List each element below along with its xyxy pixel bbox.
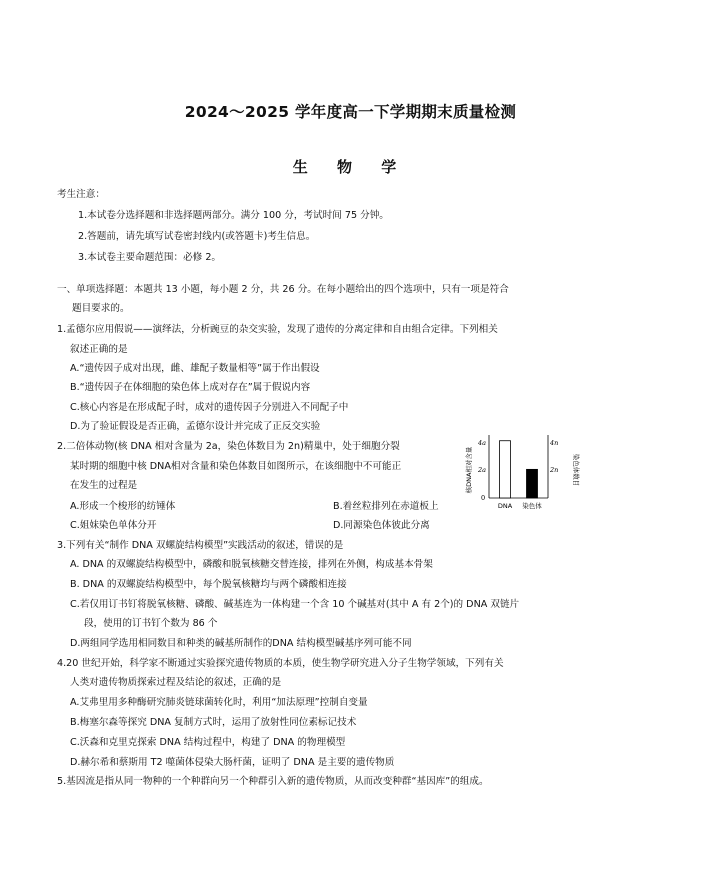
chart-bar-dna bbox=[500, 441, 511, 498]
q1-stem: 1.孟德尔应用假说——演绎法，分析豌豆的杂交实验，发现了遗传的分离定律和自由组合定律。下列相关 bbox=[57, 324, 498, 335]
q3-option-c-cont: 段，使用的订书钉个数为 86 个 bbox=[84, 618, 218, 629]
section-heading: 一、单项选择题：本题共 13 小题，每小题 2 分，共 26 分。在每小题给出的四个选项中，只有一项是符合 bbox=[57, 284, 509, 295]
dna-chromosome-chart bbox=[462, 433, 580, 513]
q2-option-b: B.着丝粒排列在赤道板上 bbox=[333, 501, 439, 512]
q4-option-a: A.艾弗里用多种酶研究肺炎链球菌转化时，利用“加法原理”控制自变量 bbox=[70, 697, 368, 708]
subject-title: 生 物 学 bbox=[292, 158, 409, 176]
chart-tick-2n: 2n bbox=[550, 466, 559, 474]
chart-ylabel-right: 染色体数目 bbox=[572, 453, 580, 487]
section-heading-cont: 题目要求的。 bbox=[72, 303, 130, 314]
chart-category-dna: DNA bbox=[497, 502, 513, 510]
notice-item-3: 3.本试卷主要命题范围：必修 2。 bbox=[78, 252, 222, 263]
chart-category-chromosome: 染色体 bbox=[522, 502, 542, 510]
q1-stem-cont: 叙述正确的是 bbox=[70, 344, 128, 355]
chart-tick-0: 0 bbox=[481, 494, 486, 502]
q2-option-d: D.同源染色体彼此分离 bbox=[333, 520, 430, 531]
q2-stem-cont2: 在发生的过程是 bbox=[70, 480, 138, 491]
q1-option-d: D.为了验证假设是否正确，孟德尔设计并完成了正反交实验 bbox=[70, 421, 321, 432]
q4-option-d: D.赫尔希和蔡斯用 T2 噬菌体侵染大肠杆菌，证明了 DNA 是主要的遗传物质 bbox=[70, 757, 395, 768]
q4-option-c: C.沃森和克里克探索 DNA 结构过程中，构建了 DNA 的物理模型 bbox=[70, 737, 346, 748]
q4-stem-cont: 人类对遗传物质探索过程及结论的叙述，正确的是 bbox=[70, 677, 282, 688]
notice-item-2: 2.答题前，请先填写试卷密封线内(或答题卡)考生信息。 bbox=[78, 231, 316, 242]
q1-option-b: B.“遗传因子在体细胞的染色体上成对存在”属于假说内容 bbox=[70, 382, 311, 393]
q3-option-d: D.两组同学选用相同数目和种类的碱基所制作的DNA 结构模型碱基序列可能不同 bbox=[70, 638, 412, 649]
chart-bar-chromosome bbox=[527, 469, 538, 498]
q2-stem: 2.二倍体动物(核 DNA 相对含量为 2a，染色体数目为 2n)精巢中，处于细胞分裂 bbox=[57, 441, 400, 452]
q4-option-b: B.梅塞尔森等探究 DNA 复制方式时，运用了放射性同位素标记技术 bbox=[70, 717, 357, 728]
q2-option-a: A.形成一个梭形的纺锤体 bbox=[70, 501, 176, 512]
q2-stem-cont: 某时期的细胞中核 DNA相对含量和染色体数目如图所示，在该细胞中不可能正 bbox=[70, 461, 402, 472]
q3-option-c: C.若仅用订书钉将脱氧核糖、磷酸、碱基连为一体构建一个含 10 个碱基对(其中 A 有 2个)的 DNA 双链片 bbox=[70, 599, 520, 610]
notice-item-1: 1.本试卷分选择题和非选择题两部分。满分 100 分，考试时间 75 分钟。 bbox=[78, 210, 389, 221]
q3-stem: 3.下列有关“制作 DNA 双螺旋结构模型”实践活动的叙述，错误的是 bbox=[57, 540, 344, 551]
page-title: 2024～2025 学年度高一下学期期末质量检测 bbox=[184, 103, 517, 121]
q3-option-b: B. DNA 的双螺旋结构模型中，每个脱氧核糖均与两个磷酸相连接 bbox=[70, 579, 347, 590]
q5-stem: 5.基因流是指从同一物种的一个种群向另一个种群引入新的遗传物质，从而改变种群“基因库”的组成。 bbox=[57, 776, 489, 787]
chart-tick-4n: 4n bbox=[550, 439, 559, 447]
notice-heading: 考生注意： bbox=[57, 189, 105, 200]
chart-tick-4a: 4a bbox=[478, 439, 487, 447]
chart-tick-2a: 2a bbox=[478, 466, 487, 474]
q3-option-a: A. DNA 的双螺旋结构模型中，磷酸和脱氧核糖交替连接，排列在外侧，构成基本骨架 bbox=[70, 559, 433, 570]
q4-stem: 4.20 世纪开始，科学家不断通过实验探究遗传物质的本质，使生物学研究进入分子生物学领域，下列有关 bbox=[57, 658, 504, 669]
chart-ylabel-left: 核DNA相对含量 bbox=[465, 446, 473, 494]
q1-option-a: A.“遗传因子成对出现，雌、雄配子数量相等”属于作出假设 bbox=[70, 363, 320, 374]
q1-option-c: C.核心内容是在形成配子时，成对的遗传因子分别进入不同配子中 bbox=[70, 402, 349, 413]
q2-option-c: C.姐妹染色单体分开 bbox=[70, 520, 157, 531]
